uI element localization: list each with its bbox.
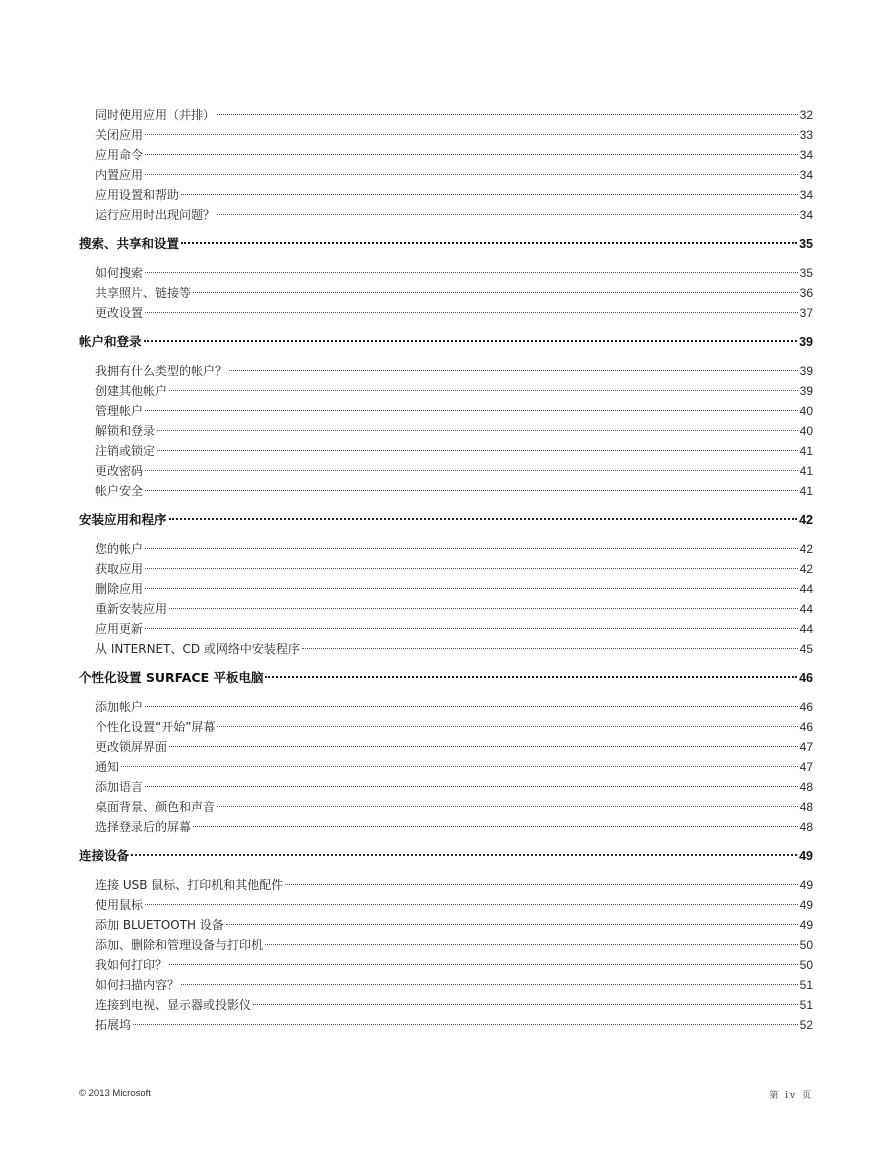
toc-entry-title: 更改密码 bbox=[95, 464, 144, 478]
toc-entry-title: 创建其他帐户 bbox=[95, 384, 168, 398]
dot-leader bbox=[253, 1004, 798, 1005]
page-footer bbox=[79, 1088, 813, 1102]
dot-leader bbox=[145, 548, 798, 549]
toc-entry-title: 连接到电视、显示器或投影仪 bbox=[95, 998, 252, 1012]
toc-entry-page: 44 bbox=[799, 582, 813, 596]
toc-entry[interactable] bbox=[79, 401, 813, 421]
toc-entry-page: 39 bbox=[799, 335, 813, 349]
toc-entry-title: 添加语言 bbox=[95, 780, 144, 794]
toc-entry-page: 49 bbox=[799, 898, 813, 912]
toc-entry-page: 46 bbox=[799, 720, 813, 734]
toc-entry-title: 搜索、共享和设置 bbox=[79, 236, 180, 251]
toc-section-heading[interactable] bbox=[79, 846, 813, 866]
toc-entry-title: 应用更新 bbox=[95, 622, 144, 636]
toc-entry-title: 更改设置 bbox=[95, 306, 144, 320]
toc-entry-title: 个性化设置“开始”屏幕 bbox=[95, 720, 216, 734]
toc-entry[interactable] bbox=[79, 975, 813, 995]
dot-leader bbox=[302, 648, 798, 649]
dot-leader bbox=[169, 608, 798, 609]
toc-entry-title: 添加 BLUETOOTH 设备 bbox=[95, 918, 224, 932]
dot-leader bbox=[157, 450, 798, 451]
toc-entry[interactable] bbox=[79, 145, 813, 165]
toc-entry-page: 51 bbox=[799, 978, 813, 992]
toc-entry-page: 42 bbox=[799, 513, 813, 527]
toc-entry[interactable] bbox=[79, 539, 813, 559]
dot-leader bbox=[169, 964, 798, 965]
toc-entry-page: 46 bbox=[799, 700, 813, 714]
toc-entry-title: 选择登录后的屏幕 bbox=[95, 820, 192, 834]
toc-entry-page: 34 bbox=[799, 188, 813, 202]
dot-leader bbox=[265, 676, 797, 678]
dot-leader bbox=[121, 766, 798, 767]
dot-leader bbox=[193, 826, 798, 827]
toc-entry-title: 个性化设置 SURFACE 平板电脑 bbox=[79, 670, 264, 685]
toc-section-heading[interactable] bbox=[79, 234, 813, 254]
toc-entry[interactable] bbox=[79, 757, 813, 777]
toc-entry[interactable] bbox=[79, 441, 813, 461]
toc-entry[interactable] bbox=[79, 125, 813, 145]
dot-leader bbox=[145, 628, 798, 629]
table-of-contents bbox=[79, 105, 813, 1035]
toc-entry-page: 41 bbox=[799, 484, 813, 498]
toc-entry-page: 44 bbox=[799, 622, 813, 636]
dot-leader bbox=[145, 786, 798, 787]
toc-entry-page: 39 bbox=[799, 384, 813, 398]
toc-entry-title: 您的帐户 bbox=[95, 542, 144, 556]
dot-leader bbox=[145, 312, 798, 313]
dot-leader bbox=[181, 194, 798, 195]
toc-entry-title: 我如何打印？ bbox=[95, 958, 168, 972]
toc-entry[interactable] bbox=[79, 639, 813, 659]
toc-entry[interactable] bbox=[79, 421, 813, 441]
toc-entry-title: 添加、删除和管理设备与打印机 bbox=[95, 938, 264, 952]
toc-entry-page: 52 bbox=[799, 1018, 813, 1032]
dot-leader bbox=[145, 134, 798, 135]
toc-entry-title: 连接 USB 鼠标、打印机和其他配件 bbox=[95, 878, 284, 892]
dot-leader bbox=[217, 726, 797, 727]
toc-entry[interactable] bbox=[79, 955, 813, 975]
dot-leader bbox=[169, 390, 798, 391]
toc-entry[interactable] bbox=[79, 817, 813, 837]
page-number: 第 iv 页 bbox=[769, 1091, 813, 1101]
toc-entry-title: 如何扫描内容？ bbox=[95, 978, 180, 992]
toc-entry-title: 共享照片、链接等 bbox=[95, 286, 192, 300]
dot-leader bbox=[217, 214, 798, 215]
toc-entry[interactable] bbox=[79, 599, 813, 619]
toc-entry[interactable] bbox=[79, 105, 813, 125]
toc-entry-title: 通知 bbox=[95, 760, 120, 774]
dot-leader bbox=[285, 884, 797, 885]
dot-leader bbox=[157, 430, 798, 431]
toc-entry[interactable] bbox=[79, 205, 813, 225]
dot-leader bbox=[181, 242, 797, 244]
toc-entry[interactable] bbox=[79, 697, 813, 717]
toc-entry-page: 41 bbox=[799, 444, 813, 458]
dot-leader bbox=[217, 114, 798, 115]
toc-entry[interactable] bbox=[79, 165, 813, 185]
dot-leader bbox=[145, 904, 798, 905]
toc-entry-page: 35 bbox=[799, 266, 813, 280]
toc-section-heading[interactable] bbox=[79, 332, 813, 352]
dot-leader bbox=[145, 706, 798, 707]
toc-entry-title: 关闭应用 bbox=[95, 128, 144, 142]
toc-entry-title: 更改锁屏界面 bbox=[95, 740, 168, 754]
toc-entry-title: 拓展坞 bbox=[95, 1018, 132, 1032]
toc-entry-page: 34 bbox=[799, 168, 813, 182]
dot-leader bbox=[145, 470, 798, 471]
toc-entry-page: 49 bbox=[799, 878, 813, 892]
toc-entry-page: 47 bbox=[799, 740, 813, 754]
toc-entry[interactable] bbox=[79, 579, 813, 599]
toc-entry-page: 49 bbox=[799, 918, 813, 932]
toc-section-heading[interactable] bbox=[79, 668, 813, 688]
toc-entry-title: 桌面背景、颜色和声音 bbox=[95, 800, 216, 814]
toc-entry-page: 36 bbox=[799, 286, 813, 300]
dot-leader bbox=[145, 588, 798, 589]
toc-entry-title: 我拥有什么类型的帐户？ bbox=[95, 364, 228, 378]
toc-entry[interactable] bbox=[79, 737, 813, 757]
dot-leader bbox=[145, 490, 798, 491]
toc-entry-page: 45 bbox=[799, 642, 813, 656]
toc-entry-title: 同时使用应用（并排） bbox=[95, 108, 216, 122]
toc-entry-page: 32 bbox=[799, 108, 813, 122]
toc-entry[interactable] bbox=[79, 995, 813, 1015]
toc-entry-title: 帐户和登录 bbox=[79, 334, 142, 349]
dot-leader bbox=[144, 340, 798, 342]
toc-entry[interactable] bbox=[79, 303, 813, 323]
toc-entry[interactable] bbox=[79, 915, 813, 935]
toc-entry-page: 48 bbox=[799, 820, 813, 834]
toc-entry-title: 重新安装应用 bbox=[95, 602, 168, 616]
dot-leader bbox=[133, 1024, 798, 1025]
dot-leader bbox=[131, 854, 797, 856]
dot-leader bbox=[181, 984, 798, 985]
toc-entry[interactable] bbox=[79, 559, 813, 579]
toc-entry-title: 从 INTERNET、CD 或网络中安装程序 bbox=[95, 642, 300, 656]
toc-entry-page: 34 bbox=[799, 148, 813, 162]
toc-entry-page: 39 bbox=[799, 364, 813, 378]
toc-entry-page: 37 bbox=[799, 306, 813, 320]
dot-leader bbox=[226, 924, 798, 925]
toc-entry[interactable] bbox=[79, 875, 813, 895]
toc-entry-title: 解锁和登录 bbox=[95, 424, 156, 438]
toc-entry-title: 添加帐户 bbox=[95, 700, 144, 714]
toc-entry-title: 帐户安全 bbox=[95, 484, 144, 498]
toc-entry-page: 42 bbox=[799, 562, 813, 576]
toc-entry-title: 应用命令 bbox=[95, 148, 144, 162]
toc-entry[interactable] bbox=[79, 461, 813, 481]
toc-entry[interactable] bbox=[79, 797, 813, 817]
dot-leader bbox=[145, 154, 798, 155]
toc-entry-title: 运行应用时出现问题？ bbox=[95, 208, 216, 222]
toc-entry[interactable] bbox=[79, 361, 813, 381]
toc-entry[interactable] bbox=[79, 1015, 813, 1035]
toc-entry-page: 50 bbox=[799, 938, 813, 952]
toc-entry-page: 40 bbox=[799, 424, 813, 438]
dot-leader bbox=[145, 410, 798, 411]
toc-entry-page: 49 bbox=[799, 849, 813, 863]
dot-leader bbox=[217, 806, 798, 807]
toc-entry-page: 47 bbox=[799, 760, 813, 774]
toc-entry-title: 连接设备 bbox=[79, 848, 130, 863]
dot-leader bbox=[193, 292, 798, 293]
toc-entry-page: 48 bbox=[799, 780, 813, 794]
toc-entry[interactable] bbox=[79, 717, 813, 737]
toc-entry-page: 41 bbox=[799, 464, 813, 478]
toc-entry-page: 51 bbox=[799, 998, 813, 1012]
toc-entry-page: 42 bbox=[799, 542, 813, 556]
dot-leader bbox=[145, 568, 798, 569]
toc-entry-page: 46 bbox=[799, 671, 813, 685]
toc-entry[interactable] bbox=[79, 619, 813, 639]
toc-entry[interactable] bbox=[79, 263, 813, 283]
dot-leader bbox=[169, 518, 798, 520]
toc-entry-title: 安装应用和程序 bbox=[79, 512, 167, 527]
toc-entry-page: 44 bbox=[799, 602, 813, 616]
toc-entry[interactable] bbox=[79, 185, 813, 205]
toc-entry-page: 48 bbox=[799, 800, 813, 814]
toc-entry[interactable] bbox=[79, 283, 813, 303]
toc-entry-title: 获取应用 bbox=[95, 562, 144, 576]
toc-entry[interactable] bbox=[79, 481, 813, 501]
toc-entry[interactable] bbox=[79, 895, 813, 915]
dot-leader bbox=[145, 272, 798, 273]
toc-entry-title: 使用鼠标 bbox=[95, 898, 144, 912]
toc-entry-title: 如何搜索 bbox=[95, 266, 144, 280]
toc-entry[interactable] bbox=[79, 935, 813, 955]
toc-entry-page: 33 bbox=[799, 128, 813, 142]
toc-entry[interactable] bbox=[79, 381, 813, 401]
toc-entry-title: 删除应用 bbox=[95, 582, 144, 596]
dot-leader bbox=[145, 174, 798, 175]
toc-entry-title: 注销或锁定 bbox=[95, 444, 156, 458]
toc-entry-page: 34 bbox=[799, 208, 813, 222]
toc-entry-page: 50 bbox=[799, 958, 813, 972]
toc-entry[interactable] bbox=[79, 777, 813, 797]
toc-entry-page: 40 bbox=[799, 404, 813, 418]
toc-entry-title: 内置应用 bbox=[95, 168, 144, 182]
toc-entry-title: 应用设置和帮助 bbox=[95, 188, 180, 202]
dot-leader bbox=[169, 746, 798, 747]
dot-leader bbox=[265, 944, 798, 945]
copyright-notice: © 2013 Microsoft bbox=[79, 1088, 151, 1099]
toc-entry-title: 管理帐户 bbox=[95, 404, 144, 418]
toc-entry-page: 35 bbox=[799, 237, 813, 251]
toc-section-heading[interactable] bbox=[79, 510, 813, 530]
dot-leader bbox=[229, 370, 798, 371]
